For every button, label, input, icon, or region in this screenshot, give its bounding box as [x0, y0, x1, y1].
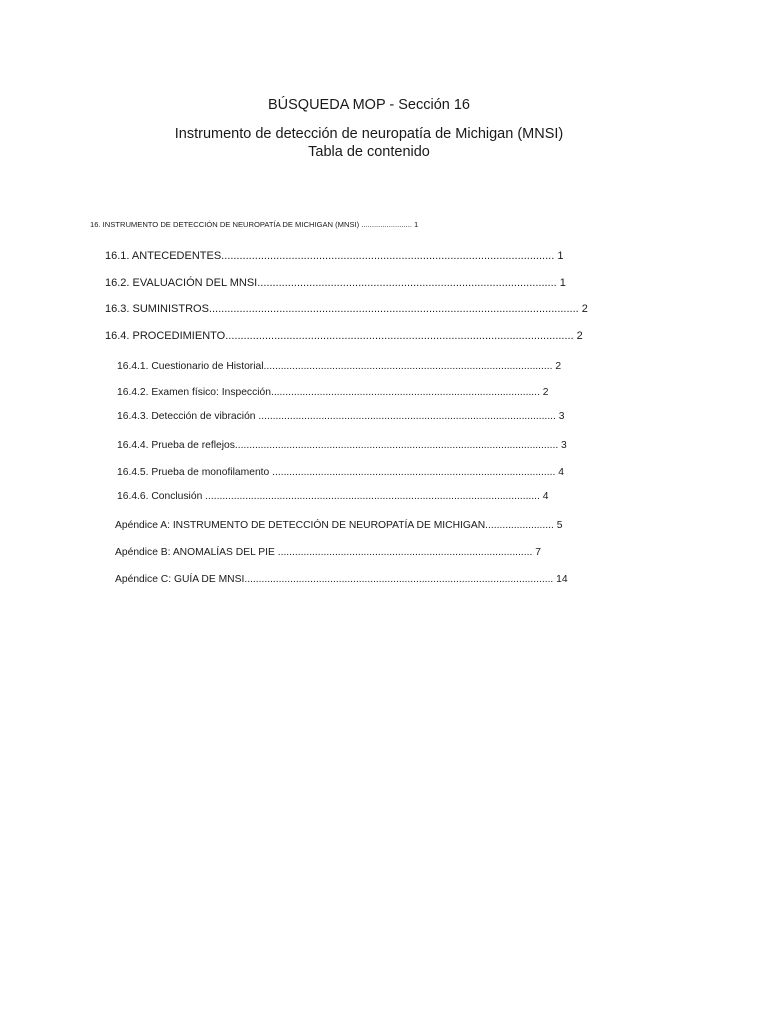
- toc-entry-16-4[interactable]: 16.4. PROCEDIMIENTO.................................................................................................................. 2: [105, 330, 583, 342]
- toc-entry-appendix-c[interactable]: Apéndice C: GUÍA DE MNSI............................................................................................................ 14: [115, 574, 568, 585]
- toc-entry-16-4-3[interactable]: 16.4.3. Detección de vibración ........................................................................................................ 3: [117, 411, 565, 422]
- document-title: BÚSQUEDA MOP - Sección 16: [267, 97, 470, 113]
- toc-entry-16-1[interactable]: 16.1. ANTECEDENTES............................................................................................................. 1: [105, 250, 564, 262]
- toc-entry-16-4-4[interactable]: 16.4.4. Prueba de reflejos................................................................................................................. 3: [117, 440, 567, 451]
- toc-entry-16-4-1[interactable]: 16.4.1. Cuestionario de Historial..................................................................................................... 2: [117, 361, 562, 372]
- toc-heading: Tabla de contenido: [308, 144, 430, 160]
- toc-entry-appendix-a[interactable]: Apéndice A: INSTRUMENTO DE DETECCIÓN DE NEUROPATÍA DE MICHIGAN........................ 5: [115, 520, 563, 531]
- toc-entry-appendix-b[interactable]: Apéndice B: ANOMALÍAS DEL PIE ......................................................................................... 7: [115, 547, 541, 558]
- toc-entry-16-2[interactable]: 16.2. EVALUACIÓN DEL MNSI.................................................................................................. 1: [105, 277, 566, 289]
- toc-entry-16-3[interactable]: 16.3. SUMINISTROS......................................................................................................................... 2: [105, 303, 588, 315]
- toc-entry-16-4-5[interactable]: 16.4.5. Prueba de monofilamento ................................................................................................... 4: [117, 467, 564, 478]
- toc-entry-16-4-2[interactable]: 16.4.2. Examen físico: Inspección.............................................................................................. 2: [117, 387, 549, 398]
- toc-entry-main[interactable]: 16. INSTRUMENTO DE DETECCIÓN DE NEUROPATÍA DE MICHIGAN (MNSI) ........................ 1: [90, 220, 419, 229]
- toc-entry-16-4-6[interactable]: 16.4.6. Conclusión ..................................................................................................................... 4: [117, 491, 549, 502]
- document-subtitle: Instrumento de detección de neuropatía de Michigan (MNSI): [174, 126, 564, 142]
